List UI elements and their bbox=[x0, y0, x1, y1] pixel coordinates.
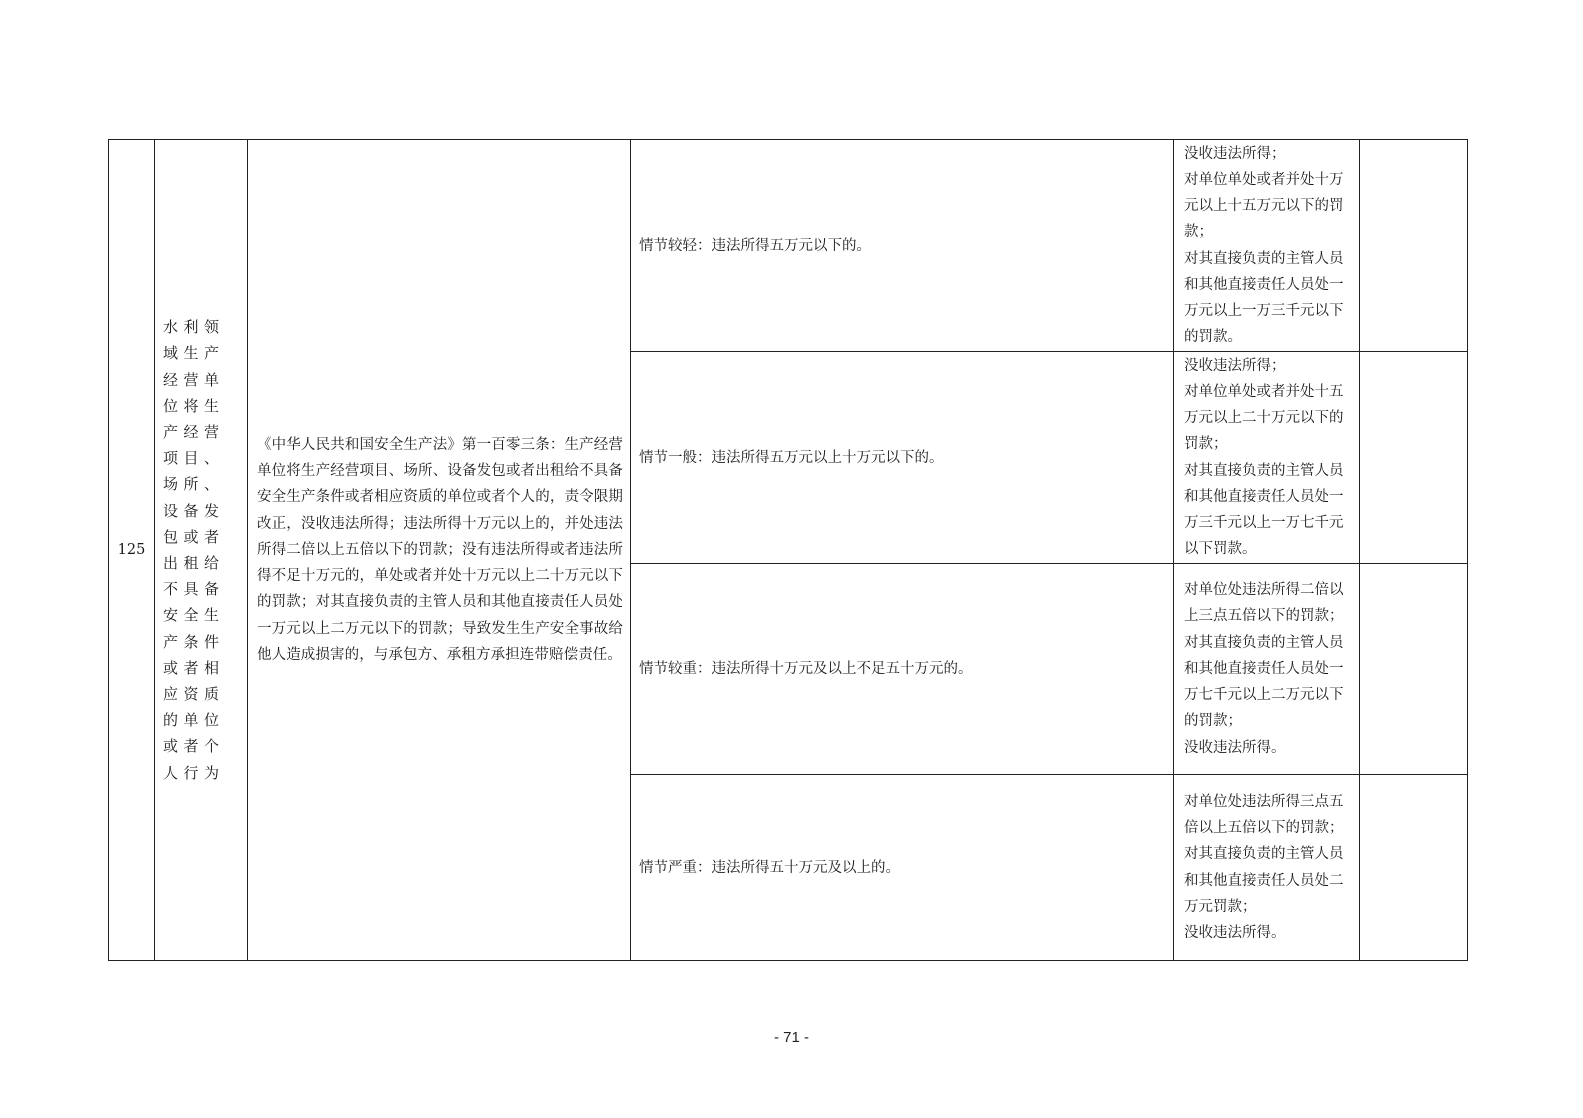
violation-name-cell bbox=[155, 140, 248, 961]
standard-line: 对单位单处或者并处十万元以上十五万元以下的罚款； bbox=[1184, 171, 1344, 241]
situation-text: 情节较轻：违法所得五万元以下的。 bbox=[639, 237, 871, 254]
violation-name: 水利领域生产经营单位将生产经营项目、场所、设备发包或者出租给不具备安全生产条件或者相应资质的单位或者个人行为 bbox=[163, 318, 225, 782]
standard-line: 对单位处违法所得二倍以上三点五倍以下的罚款； bbox=[1184, 582, 1344, 625]
note-cell bbox=[1360, 140, 1468, 352]
situation-text: 情节较重：违法所得十万元及以上不足五十万元的。 bbox=[639, 661, 973, 677]
situation-cell bbox=[631, 775, 1174, 961]
row-number-cell bbox=[109, 140, 155, 961]
standard-cell bbox=[1174, 140, 1360, 352]
standard-line: 没收违法所得。 bbox=[1184, 924, 1286, 941]
standard-line: 对其直接负责的主管人员和其他直接责任人员处一万七千元以上二万元以下的罚款； bbox=[1184, 634, 1344, 730]
standard-cell bbox=[1174, 775, 1360, 961]
situation-cell bbox=[631, 564, 1174, 775]
situation-cell bbox=[631, 140, 1174, 352]
standard-line: 对其直接负责的主管人员和其他直接责任人员处一万元以上一万三千元以下的罚款。 bbox=[1184, 250, 1344, 346]
standard-line: 对单位处违法所得三点五倍以上五倍以下的罚款； bbox=[1184, 793, 1344, 837]
standard-cell bbox=[1174, 564, 1360, 775]
penalty-table bbox=[108, 139, 1468, 961]
standard-line: 没收违法所得。 bbox=[1184, 739, 1286, 756]
note-cell bbox=[1360, 775, 1468, 961]
standard-cell bbox=[1174, 352, 1360, 564]
standard-line: 对其直接负责的主管人员和其他直接责任人员处一万三千元以上一万七千元以下罚款。 bbox=[1184, 462, 1344, 558]
situation-text: 情节一般：违法所得五万元以上十万元以下的。 bbox=[639, 449, 944, 466]
page-number: - 71 - bbox=[773, 1029, 809, 1046]
note-cell bbox=[1360, 352, 1468, 564]
legal-basis: 《中华人民共和国安全生产法》第一百零三条：生产经营单位将生产经营项目、场所、设备发包或者出租给不具备安全生产条件或者相应资质的单位或者个人的，责令限期改正，没收违法所得；违法所得十万元以上的，并处违法所得二倍以上五倍以下的罚款；没有违法所得或者违法所得不足十万元的，单处或者并处十万元以上二十万元以下的罚款；对其直接负责的主管人员和其他直接责任人员处一万元以上二万元以下的罚款；导致发生生产安全事故给他人造成损害的，与承包方、承租方承担连带赔偿责任。 bbox=[257, 436, 623, 664]
standard-line: 对单位单处或者并处十五万元以上二十万元以下的罚款； bbox=[1184, 383, 1344, 453]
row-number: 125 bbox=[117, 542, 146, 558]
situation-cell bbox=[631, 352, 1174, 564]
legal-basis-cell bbox=[248, 140, 631, 961]
situation-text: 情节严重：违法所得五十万元及以上的。 bbox=[639, 859, 900, 876]
note-cell bbox=[1360, 564, 1468, 775]
standard-line: 对其直接负责的主管人员和其他直接责任人员处二万元罚款； bbox=[1184, 846, 1344, 915]
standard-line: 没收违法所得； bbox=[1184, 357, 1286, 374]
table-row bbox=[109, 140, 1468, 352]
standard-line: 没收违法所得； bbox=[1184, 145, 1286, 162]
